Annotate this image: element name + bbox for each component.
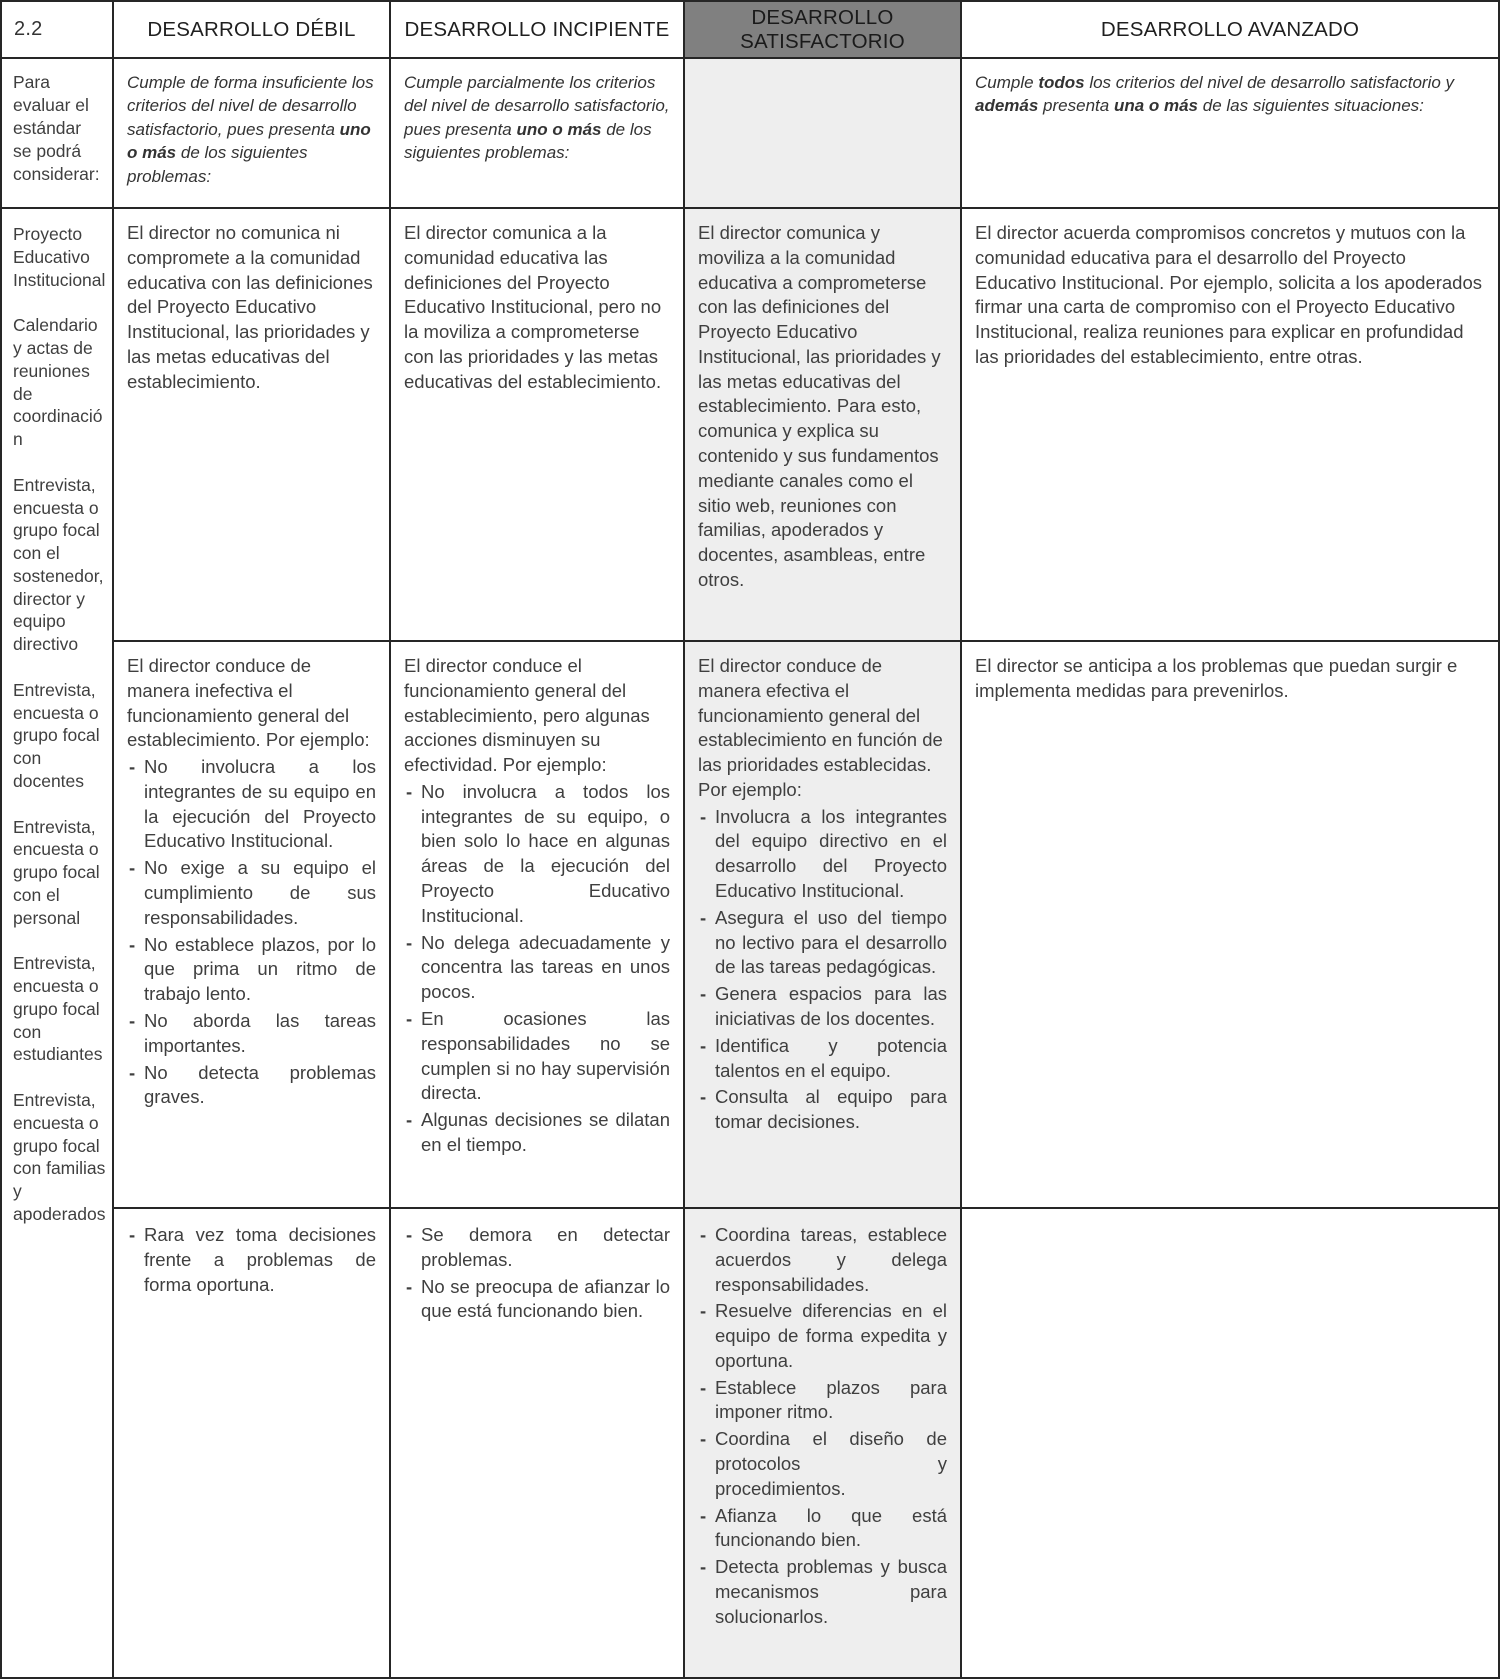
dash-bullet-icon: -: [129, 933, 136, 955]
emphasized-text: además: [975, 96, 1039, 116]
bullet-text: No involucra a todos los integrantes de su equipo, o bien solo lo hace en algunas áreas de la ejecución del Proyecto Educativo Institucional.: [421, 780, 670, 926]
dash-bullet-icon: -: [406, 1275, 413, 1297]
source-item: Proyecto Educativo Institucional: [13, 224, 106, 290]
cell-paragraph: El director no comunica ni compromete a la comunidad educativa con las definiciones del Proyecto Educativo Institucional, las prioridades y las metas educativas del establecimiento.: [127, 222, 373, 392]
bullet-text: Genera espacios para las iniciativas de los docentes.: [715, 983, 947, 1029]
criteria-avanzado: [962, 59, 1498, 209]
cell-paragraph: El director comunica a la comunidad educativa las definiciones del Proyecto Educativo Institucional, pero no la moviliza a comprometerse con las prioridades y las metas educativas del establecimiento.: [404, 222, 662, 392]
bullet-item: [698, 805, 947, 904]
bullet-item: [698, 906, 947, 980]
text-segment: Cumple parcialmente los criterios del nivel de desarrollo satisfactorio, pues presenta: [404, 73, 670, 139]
bullet-item: [404, 1108, 670, 1158]
dash-bullet-icon: -: [700, 906, 707, 928]
bullet-text: Se demora en detectar problemas.: [421, 1224, 670, 1270]
text-segment: los criterios del nivel de desarrollo satisfactorio y: [1084, 73, 1455, 92]
dash-bullet-icon: -: [129, 1224, 136, 1245]
dash-bullet-icon: -: [700, 983, 707, 1005]
bullet-text: Detecta problemas y busca mecanismos para solucionarlos.: [715, 1556, 947, 1627]
evaluation-note: Para evaluar el estándar se podrá considerar:: [2, 59, 114, 209]
source-item: Entrevista, encuesta o grupo focal con familias y apoderados: [13, 1090, 106, 1224]
bullet-item: [698, 1427, 947, 1501]
bullet-item: [127, 1223, 376, 1297]
bullet-item: [698, 1085, 947, 1135]
bullet-text: Resuelve diferencias en el equipo de forma expedita y oportuna.: [715, 1300, 947, 1371]
cell-paragraph: El director se anticipa a los problemas que puedan surgir e implementa medidas para prevenirlos.: [975, 655, 1458, 701]
cell-satisfactorio-1: [685, 209, 962, 642]
cell-debil-3: [114, 1209, 391, 1677]
dash-bullet-icon: -: [700, 1086, 707, 1108]
dash-bullet-icon: -: [700, 1556, 707, 1578]
dash-bullet-icon: -: [700, 805, 707, 827]
bullet-text: Afianza lo que está funcionando bien.: [715, 1504, 947, 1551]
bullet-item: [698, 1223, 947, 1297]
cell-incipiente-3: [391, 1209, 685, 1677]
text-segment: de las siguientes situaciones:: [1198, 96, 1424, 116]
column-header-incipiente: DESARROLLO INCIPIENTE: [391, 2, 685, 59]
column-header-avanzado: DESARROLLO AVANZADO: [962, 2, 1498, 59]
source-item: Entrevista, encuesta o grupo focal con el personal: [13, 816, 100, 928]
dash-bullet-icon: -: [129, 1061, 136, 1083]
cell-paragraph: El director conduce el funcionamiento general del establecimiento, pero algunas acciones disminuyen su efectividad. Por ejemplo:: [404, 655, 650, 776]
standard-code: 2.2: [2, 2, 114, 59]
bullet-item: [698, 1376, 947, 1426]
cell-incipiente-2: [391, 642, 685, 1209]
bullet-item: [698, 1555, 947, 1629]
bullet-text: Rara vez toma decisiones frente a problemas de forma oportuna.: [144, 1224, 376, 1295]
cell-satisfactorio-2: [685, 642, 962, 1209]
bullet-text: Algunas decisiones se dilatan en el tiempo.: [421, 1109, 670, 1155]
source-item: Entrevista, encuesta o grupo focal con estudiantes: [13, 953, 103, 1065]
bullet-item: [127, 1009, 376, 1059]
bullet-item: [127, 1061, 376, 1111]
bullet-text: No delega adecuadamente y concentra las tareas en unos pocos.: [421, 931, 670, 1003]
bullet-text: No exige a su equipo el cumplimiento de sus responsabilidades.: [144, 857, 376, 928]
dash-bullet-icon: -: [129, 756, 136, 778]
column-header-satisfactorio: DESARROLLO SATISFACTORIO: [685, 2, 962, 59]
bullet-item: [698, 982, 947, 1032]
bullet-item: [404, 1275, 670, 1325]
cell-paragraph: El director acuerda compromisos concretos y mutuos con la comunidad educativa para el desarrollo del Proyecto Educativo Institucional. Por ejemplo, solicita a los apoderados firmar una carta de compromiso con el Proyecto Educativo Institucional, realiza reuniones para explicar en profundidad las prioridades del establecimiento, entre otras.: [975, 222, 1482, 367]
bullet-text: Consulta al equipo para tomar decisiones.: [715, 1086, 947, 1133]
bullet-text: Coordina tareas, establece acuerdos y delega responsabilidades.: [715, 1224, 947, 1295]
cell-debil-1: [114, 209, 391, 642]
bullet-item: [698, 1034, 947, 1084]
dash-bullet-icon: -: [700, 1504, 707, 1526]
criteria-incipiente: [391, 59, 685, 209]
cell-paragraph: El director comunica y moviliza a la comunidad educativa a comprometerse con las definiciones del Proyecto Educativo Institucional, las prioridades y las metas educativas del establecimiento. Para esto, comunica y explica su contenido y sus fundamentos mediante canales como el sitio web, reuniones con familias, apoderados y docentes, asambleas, entre otros.: [698, 222, 941, 590]
dash-bullet-icon: -: [700, 1300, 707, 1322]
bullet-item: [127, 755, 376, 854]
bullet-item: [404, 931, 670, 1005]
dash-bullet-icon: -: [700, 1428, 707, 1450]
cell-satisfactorio-3: [685, 1209, 962, 1677]
cell-avanzado-3: [962, 1209, 1498, 1677]
emphasized-text: todos: [1038, 73, 1085, 92]
text-segment: de los siguientes problemas:: [127, 143, 308, 186]
cell-incipiente-1: [391, 209, 685, 642]
bullet-text: Coordina el diseño de protocolos y procedimientos.: [715, 1428, 947, 1499]
bullet-text: Asegura el uso del tiempo no lectivo para el desarrollo de las tareas pedagógicas.: [715, 906, 947, 978]
text-segment: Cumple: [975, 73, 1039, 92]
dash-bullet-icon: -: [129, 1009, 136, 1031]
source-item: Entrevista, encuesta o grupo focal con docentes: [13, 679, 100, 791]
emphasized-text: uno o más: [516, 119, 602, 139]
text-segment: presenta: [1038, 96, 1114, 116]
dash-bullet-icon: -: [700, 1376, 707, 1398]
emphasized-text: una o más: [1113, 96, 1199, 116]
cell-avanzado-2: [962, 642, 1498, 1209]
dash-bullet-icon: -: [700, 1034, 707, 1056]
bullet-text: No detecta problemas graves.: [144, 1061, 376, 1108]
dash-bullet-icon: -: [406, 931, 413, 953]
bullet-text: Establece plazos para imponer ritmo.: [715, 1376, 947, 1423]
bullet-item: [698, 1504, 947, 1554]
dash-bullet-icon: -: [406, 1007, 413, 1029]
dash-bullet-icon: -: [129, 857, 136, 879]
column-header-debil: DESARROLLO DÉBIL: [114, 2, 391, 59]
emphasized-text: uno o más: [127, 119, 371, 163]
dash-bullet-icon: -: [406, 1109, 413, 1131]
bullet-text: Identifica y potencia talentos en el equipo.: [715, 1034, 947, 1081]
cell-paragraph: El director conduce de manera efectiva el funcionamiento general del establecimiento en función de las prioridades establecidas. Por ejemplo:: [698, 655, 943, 800]
criteria-debil: [114, 59, 391, 209]
bullet-text: No involucra a los integrantes de su equipo en la ejecución del Proyecto Educativo Institucional.: [144, 756, 376, 852]
cell-avanzado-1: [962, 209, 1498, 642]
bullet-text: No se preocupa de afianzar lo que está funcionando bien.: [421, 1275, 670, 1322]
bullet-item: [404, 780, 670, 929]
dash-bullet-icon: -: [406, 780, 413, 802]
bullet-item: [404, 1223, 670, 1273]
cell-debil-2: [114, 642, 391, 1209]
dash-bullet-icon: -: [700, 1224, 707, 1245]
bullet-text: No establece plazos, por lo que prima un ritmo de trabajo lento.: [144, 933, 376, 1005]
bullet-item: [404, 1007, 670, 1106]
bullet-text: No aborda las tareas importantes.: [144, 1009, 376, 1056]
bullet-text: En ocasiones las responsabilidades no se cumplen si no hay supervisión directa.: [421, 1007, 670, 1104]
bullet-item: [698, 1299, 947, 1373]
bullet-item: [127, 933, 376, 1007]
source-item: Calendario y actas de reuniones de coordinación: [13, 315, 103, 449]
source-item: Entrevista, encuesta o grupo focal con el sostenedor, director y equipo directivo: [13, 474, 104, 654]
cell-paragraph: El director conduce de manera inefectiva el funcionamiento general del establecimiento. Por ejemplo:: [127, 655, 370, 751]
evidence-sources-list: [2, 209, 114, 1677]
bullet-item: [127, 856, 376, 930]
criteria-satisfactorio-empty: [685, 59, 962, 209]
text-segment: de los siguientes problemas:: [404, 119, 652, 163]
bullet-text: Involucra a los integrantes del equipo directivo en el desarrollo del Proyecto Educativo Institucional.: [715, 805, 947, 902]
dash-bullet-icon: -: [406, 1224, 413, 1245]
text-segment: Cumple de forma insuficiente los criterios del nivel de desarrollo satisfactorio, pues presenta: [127, 73, 374, 139]
